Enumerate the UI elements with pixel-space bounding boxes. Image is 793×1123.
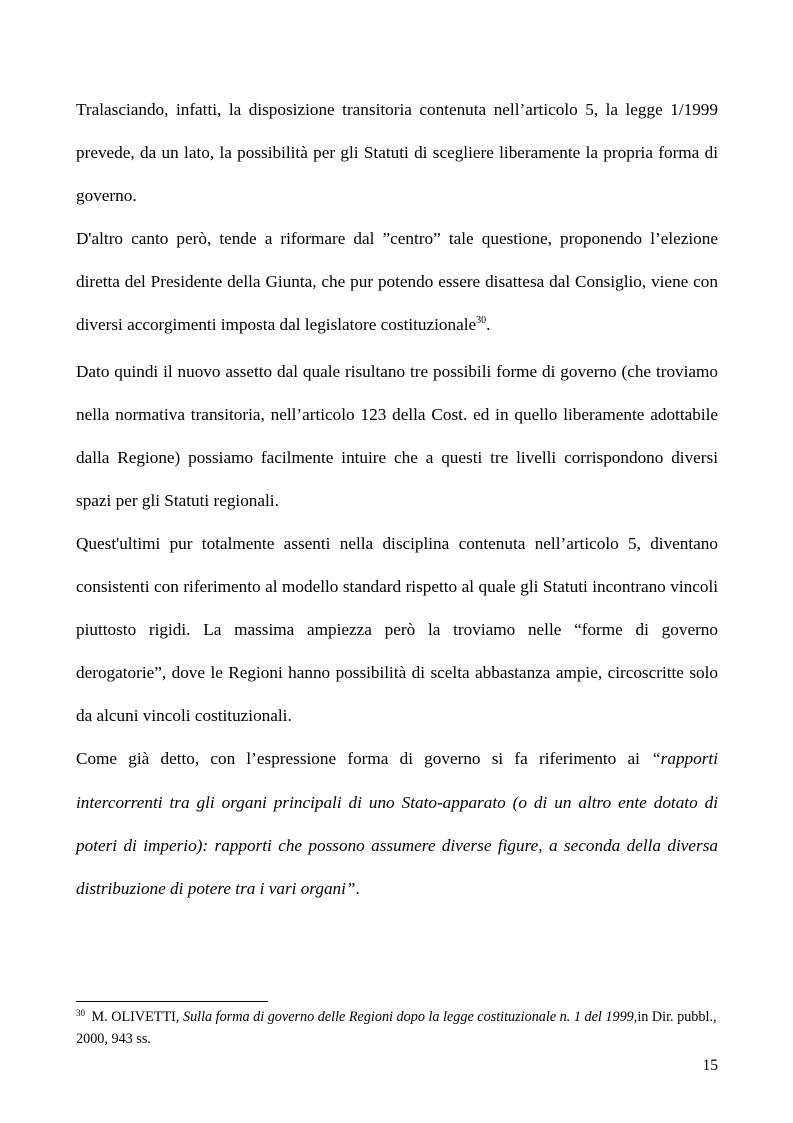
footnote-number: 30 [76,1008,85,1018]
definition-quote: “rapporti intercorrenti tra gli organi principali di uno Stato-apparato (o di un altro ente dotato di poteri di imperio): rapporti che possono assumere diverse figure, a seconda della diversa distribuzione di potere tra i vari organi” [76,749,718,898]
page-number: 15 [702,1057,718,1074]
paragraph-4-text: Quest'ultimi pur totalmente assenti nella disciplina contenuta nell’articolo 5, diventano consistenti con riferimento al modello standard rispetto al quale gli Statuti incontrano vincoli piuttosto rigidi. La massima ampiezza però la troviamo nelle “forme di governo derogatorie”, dove le Regioni hanno possibilità di scelta abbastanza ampie, circoscritte solo da alcuni vincoli costituzionali. [76,533,718,726]
paragraph-2 [76,217,718,349]
body-text [76,88,718,910]
footnote-separator [76,1001,268,1002]
paragraph-4 [76,522,718,737]
paragraph-5-end: . [355,878,360,898]
paragraph-1 [76,88,718,217]
footnote-reference[interactable]: 30 [476,315,487,327]
paragraph-5-lead: Come già detto, con l’espressione forma di governo si fa riferimento ai [76,749,652,769]
paragraph-3 [76,350,718,522]
paragraph-2-text: D'altro canto però, tende a riformare dal ”centro” tale questione, proponendo l’elezione diretta del Presidente della Giunta, che pur potendo essere disattesa dal Consiglio, viene con diversi accorgimenti imposta dal legislatore costituzionale [76,229,718,335]
footnote-citation: ,in Dir. pubbl., 2000, 943 ss. [76,1009,717,1047]
paragraph-3-text: Dato quindi il nuovo assetto dal quale risultano tre possibili forme di governo (che troviamo nella normativa transitoria, nell’articolo 123 della Cost. ed in quello liberamente adottabile dalla Regione) possiamo facilmente intuire che a questi tre livelli corrispondono diversi spazi per gli Statuti regionali. [76,361,718,510]
paragraph-1-text: Tralasciando, infatti, la disposizione transitoria contenuta nell’articolo 5, la legge 1/1999 prevede, da un lato, la possibilità per gli Statuti di scegliere liberamente la propria forma di governo. [76,100,718,206]
footnote-title: Sulla forma di governo delle Regioni dopo la legge costituzionale n. 1 del 1999 [182,1009,634,1025]
paragraph-5 [76,737,718,909]
footnote-30 [76,1007,718,1049]
paragraph-2-end: . [486,315,491,335]
footnotes [76,1007,718,1049]
footnote-author: M. OLIVETTI, [88,1009,183,1025]
